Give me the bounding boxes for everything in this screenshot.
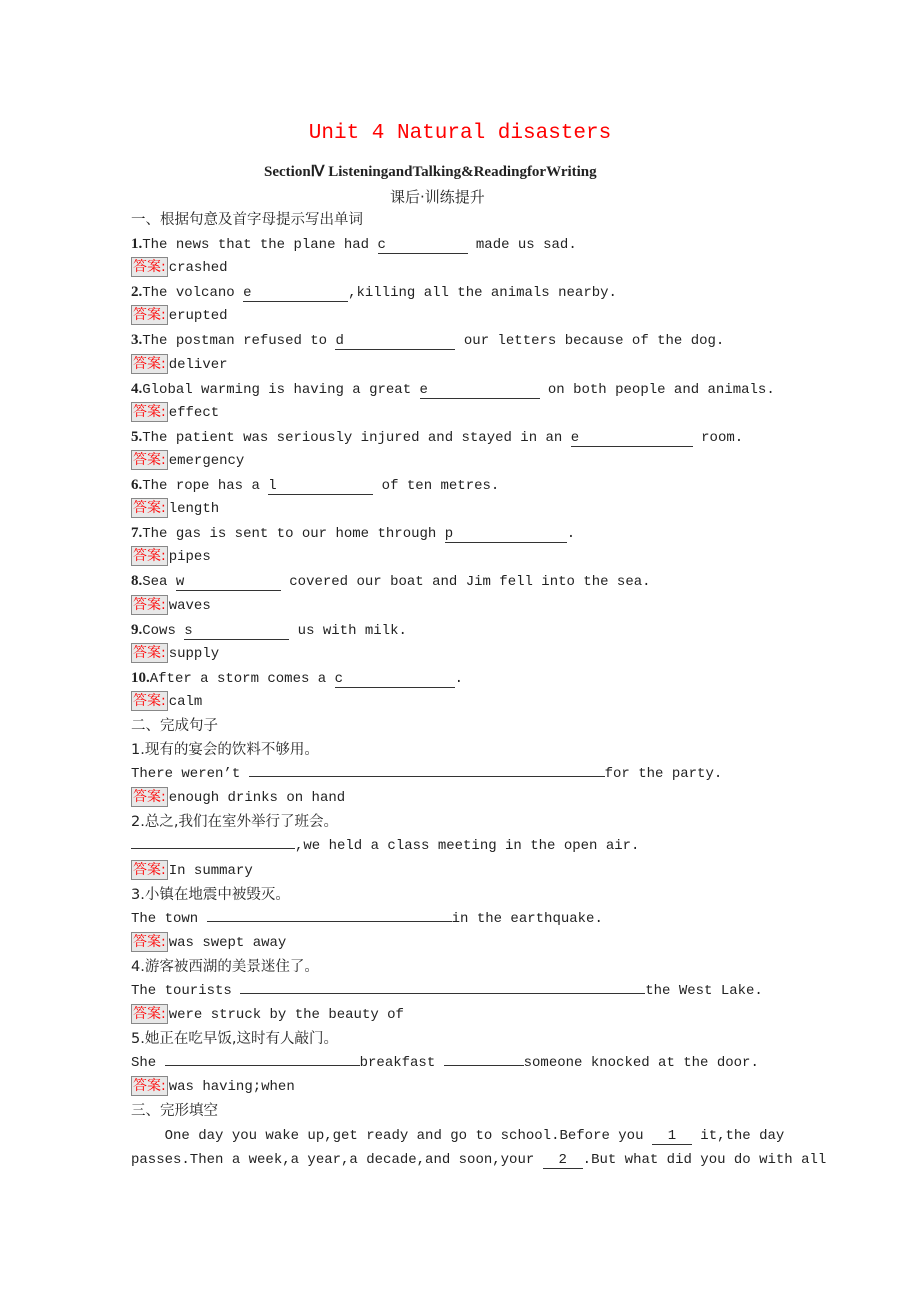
cloze-line-1	[131, 1124, 811, 1148]
document-title: Unit 4 Natural disasters	[308, 122, 612, 145]
part3-heading: 三、完形填空	[131, 1103, 218, 1120]
part2-items	[131, 738, 811, 1099]
answer-blank[interactable]: d	[335, 333, 455, 350]
answer-line	[131, 786, 811, 810]
answer-label: 答案:	[133, 1006, 166, 1023]
answer-label: 答案:	[133, 789, 166, 806]
question-text: Global warming is having a great	[142, 381, 420, 398]
question-number: 2.	[131, 284, 143, 301]
answer-label: 答案:	[133, 548, 166, 565]
sentence-text: ,we held a class meeting in the open air.	[295, 838, 640, 855]
question-line	[131, 521, 811, 545]
answer-label: 答案:	[133, 861, 166, 878]
question-number: 7.	[131, 525, 143, 542]
cloze-text: One day you wake up,get ready and go to school.Before you	[131, 1127, 652, 1144]
answer-line	[131, 931, 811, 955]
question-text: .	[566, 526, 576, 543]
answer-label: 答案:	[133, 451, 166, 468]
question-number: 1.	[131, 236, 143, 253]
answer-line	[131, 449, 811, 473]
part2-heading: 二、完成句子	[131, 717, 218, 734]
answer-label: 答案:	[133, 259, 166, 276]
cloze-line-2	[131, 1148, 827, 1172]
sentence-text: She	[131, 1055, 165, 1072]
sentence-blank[interactable]	[444, 1065, 524, 1066]
answer-label: 答案:	[133, 596, 166, 613]
sentence-text: in the earthquake.	[451, 910, 603, 927]
question-line	[131, 425, 811, 449]
answer-text: crashed	[168, 260, 228, 277]
sentence-line	[131, 1051, 811, 1075]
cloze-blank-1[interactable]: 1	[652, 1128, 692, 1145]
part1-heading: 一、根据句意及首字母提示写出单词	[131, 212, 363, 228]
answer-label: 答案:	[133, 500, 166, 517]
sentence-text: There weren’t	[131, 766, 249, 783]
answer-line	[131, 497, 811, 521]
question-text: The postman refused to	[142, 333, 336, 350]
sentence-text: for the party.	[604, 766, 723, 783]
answer-blank[interactable]: e	[420, 382, 540, 399]
chinese-prompt: 3.小镇在地震中被毁灭。	[131, 886, 290, 903]
question-line	[131, 473, 811, 497]
question-text: us with milk.	[289, 622, 407, 639]
answer-text: calm	[168, 693, 203, 710]
answer-text: erupted	[168, 308, 228, 325]
exercise-body	[131, 208, 827, 1172]
sentence-blank[interactable]	[240, 993, 645, 994]
question-text: room.	[692, 429, 744, 446]
question-text: After a storm comes a	[149, 670, 335, 687]
question-line	[131, 377, 811, 401]
answer-text: supply	[168, 645, 220, 662]
question-number: 8.	[131, 573, 143, 590]
answer-text: enough drinks on hand	[168, 790, 346, 807]
answer-line	[131, 690, 811, 714]
question-number: 4.	[131, 380, 143, 397]
part1-items	[131, 232, 811, 714]
sentence-blank[interactable]	[165, 1065, 360, 1066]
question-line	[131, 569, 811, 593]
question-text: made us sad.	[467, 237, 577, 254]
question-line	[131, 280, 811, 304]
answer-text: effect	[168, 404, 220, 421]
cloze-text: passes.Then a week,a year,a decade,and soon,your	[131, 1151, 543, 1168]
answer-line	[131, 1003, 811, 1027]
section-subtitle: 课后·训练提升	[390, 188, 485, 206]
question-text: The volcano	[142, 285, 244, 302]
answer-blank[interactable]: s	[184, 623, 289, 640]
question-text: Cows	[142, 622, 185, 639]
answer-text: was having;when	[168, 1079, 295, 1096]
answer-line	[131, 401, 811, 425]
question-line	[131, 666, 811, 690]
question-text: The gas is sent to our home through	[142, 526, 445, 543]
question-number: 5.	[131, 428, 143, 445]
answer-line	[131, 1075, 811, 1099]
question-text: The rope has a	[142, 478, 269, 495]
answer-label: 答案:	[133, 355, 166, 372]
answer-text: In summary	[168, 862, 253, 879]
sentence-text: The town	[131, 910, 207, 927]
sentence-line	[131, 979, 811, 1003]
question-line	[131, 618, 811, 642]
sentence-blank[interactable]	[131, 848, 295, 849]
sentence-line	[131, 834, 811, 858]
answer-line	[131, 859, 811, 883]
chinese-prompt: 5.她正在吃早饭,这时有人敲门。	[131, 1031, 338, 1048]
cloze-blank-2[interactable]: 2	[543, 1152, 583, 1169]
answer-text: pipes	[168, 549, 211, 566]
question-text: .	[454, 670, 463, 687]
sentence-text: The tourists	[131, 983, 241, 999]
question-text: of ten metres.	[373, 478, 500, 495]
answer-blank[interactable]: e	[571, 430, 693, 447]
chinese-prompt: 1.现有的宴会的饮料不够用。	[131, 742, 319, 759]
answer-line	[131, 545, 811, 569]
answer-line	[131, 594, 811, 618]
answer-blank[interactable]: l	[268, 478, 373, 495]
chinese-prompt: 4.游客被西湖的美景迷住了。	[131, 958, 319, 975]
sentence-text: breakfast	[359, 1055, 444, 1072]
sentence-blank[interactable]	[207, 921, 452, 922]
question-line	[131, 232, 811, 256]
question-number: 6.	[131, 477, 143, 494]
answer-label: 答案:	[133, 644, 166, 661]
sentence-text: someone knocked at the door.	[523, 1055, 759, 1072]
question-text: The news that the plane had	[142, 237, 378, 254]
answer-blank[interactable]: w	[176, 574, 281, 591]
answer-label: 答案:	[133, 933, 166, 950]
sentence-blank[interactable]	[249, 776, 605, 777]
section-title: SectionⅣ ListeningandTalking&ReadingforWriting	[264, 164, 597, 180]
answer-blank[interactable]: c	[335, 671, 455, 688]
answer-text: were struck by the beauty of	[168, 1007, 404, 1024]
question-number: 10.	[131, 669, 150, 686]
answer-line	[131, 353, 811, 377]
answer-text: emergency	[168, 452, 245, 469]
answer-text: waves	[168, 597, 211, 614]
sentence-line	[131, 762, 811, 786]
answer-text: was swept away	[168, 934, 287, 951]
question-line	[131, 328, 811, 352]
question-text: on both people and animals.	[539, 381, 775, 398]
answer-text: length	[168, 501, 220, 518]
answer-line	[131, 642, 811, 666]
answer-blank[interactable]: c	[378, 237, 468, 254]
answer-label: 答案:	[133, 1078, 166, 1095]
cloze-text: .But what did you do with all	[582, 1151, 827, 1168]
answer-label: 答案:	[133, 692, 166, 709]
chinese-prompt: 2.总之,我们在室外举行了班会。	[131, 814, 338, 831]
answer-label: 答案:	[133, 403, 166, 420]
answer-line	[131, 304, 811, 328]
question-text: The patient was seriously injured and stayed in an	[142, 429, 571, 446]
question-number: 3.	[131, 332, 143, 349]
question-text: ,killing all the animals nearby.	[348, 285, 617, 302]
question-text: our letters because of the dog.	[455, 333, 725, 350]
cloze-text: it,the day	[691, 1127, 785, 1144]
question-text: Sea	[142, 574, 176, 591]
answer-blank[interactable]: e	[243, 285, 348, 302]
answer-text: deliver	[168, 356, 228, 373]
question-text: covered our boat and Jim fell into the sea.	[280, 574, 651, 591]
question-number: 9.	[131, 621, 143, 638]
sentence-text: the West Lake.	[645, 983, 763, 999]
answer-line	[131, 256, 811, 280]
answer-blank[interactable]: p	[445, 526, 567, 543]
sentence-line	[131, 907, 811, 931]
answer-label: 答案:	[133, 307, 166, 324]
